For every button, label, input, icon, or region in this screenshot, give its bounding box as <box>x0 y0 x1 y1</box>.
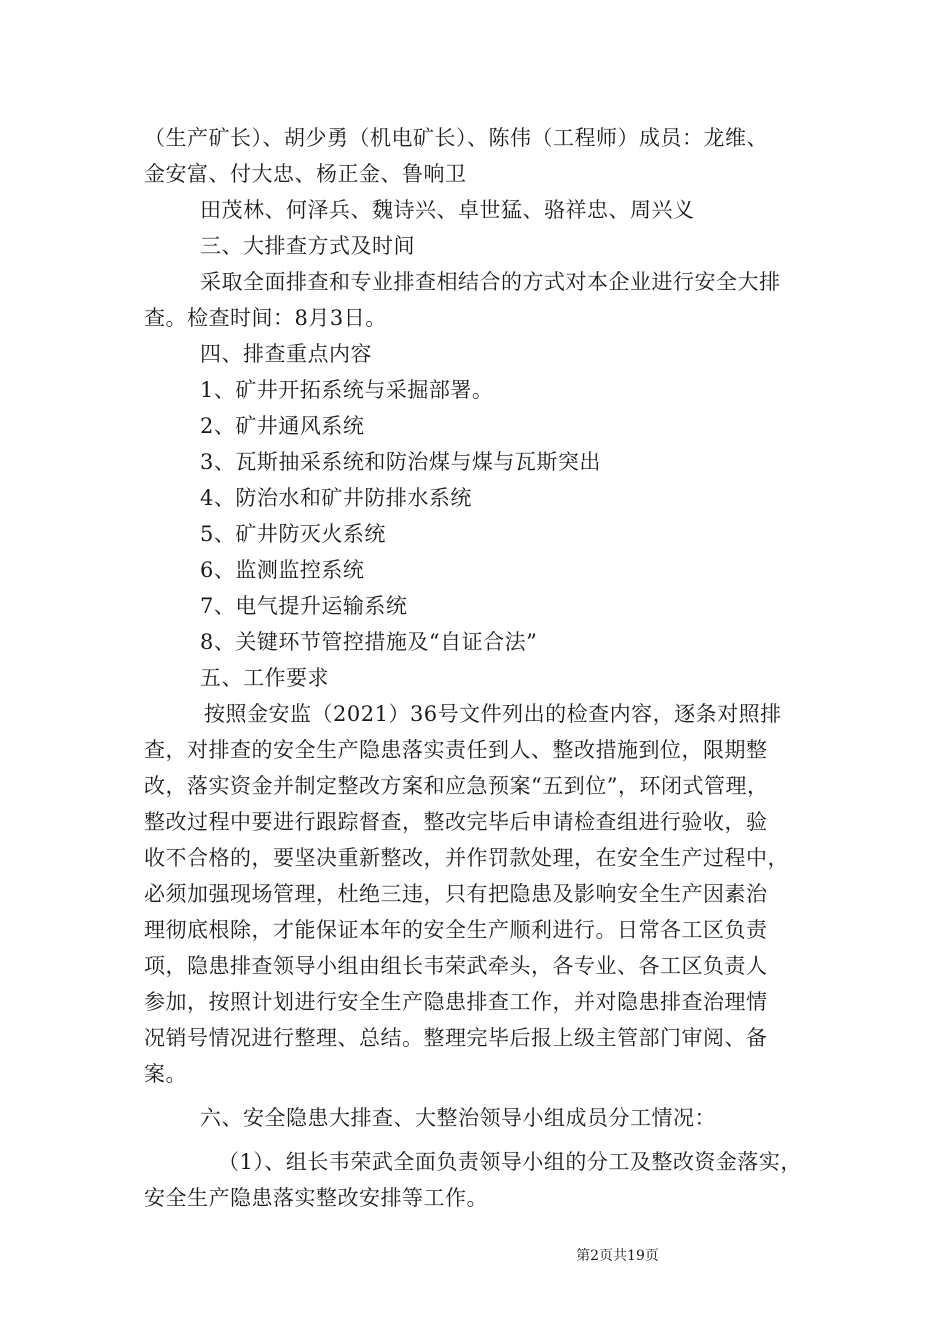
section-heading: 六、安全隐患大排查、大整治领导小组成员分工情况： <box>200 1106 716 1130</box>
text-line: 查，对排查的安全生产隐患落实责任到人、整改措施到位，限期整 <box>144 738 768 762</box>
text-line: 整改过程中要进行跟踪督查，整改完毕后申请检查组进行验收，验 <box>144 810 768 834</box>
text-line: 案。 <box>144 1062 187 1086</box>
text-line: 金安富、付大忠、杨正金、鲁响卫 <box>144 162 467 186</box>
section-heading: 三、大排查方式及时间 <box>200 234 415 258</box>
text-line: 采取全面排查和专业排查相结合的方式对本企业进行安全大排 <box>200 270 781 294</box>
list-item: 2、矿井通风系统 <box>200 414 365 438</box>
text-line: 理彻底根除，才能保证本年的安全生产顺利进行。日常各工区负责 <box>144 918 768 942</box>
text-line: 按照金安监（2021）36号文件列出的检查内容，逐条对照排 <box>204 702 782 726</box>
list-item: 4、防治水和矿井防排水系统 <box>200 486 472 510</box>
text-line: 田茂林、何泽兵、魏诗兴、卓世猛、骆祥忠、周兴义 <box>200 198 695 222</box>
list-item: 8、关键环节管控措施及“自证合法” <box>200 630 538 654</box>
text-line: 查。检查时间：8月3日。 <box>144 306 387 330</box>
list-item: 6、监测监控系统 <box>200 558 365 582</box>
page-number: 第2页共19页 <box>576 1248 659 1264</box>
text-line: 改，落实资金并制定整改方案和应急预案“五到位”，环闭式管理， <box>144 774 769 798</box>
text-line: 安全生产隐患落实整改安排等工作。 <box>144 1186 488 1210</box>
text-line: 必须加强现场管理，杜绝三违，只有把隐患及影响安全生产因素治 <box>144 882 768 906</box>
text-line: 收不合格的，要坚决重新整改，并作罚款处理，在安全生产过程中， <box>144 846 789 870</box>
list-item: 1、矿井开拓系统与采掘部署。 <box>200 378 494 402</box>
text-line: （生产矿长）、胡少勇（机电矿长）、陈伟（工程师）成员：龙维、 <box>144 126 768 150</box>
list-item: 5、矿井防灭火系统 <box>200 522 386 546</box>
text-line: 参加，按照计划进行安全生产隐患排查工作，并对隐患排查治理情 <box>144 990 768 1014</box>
text-line: 项，隐患排查领导小组由组长韦荣武牵头，各专业、各工区负责人 <box>144 954 768 978</box>
document-body <box>144 120 832 1216</box>
text-line: 况销号情况进行整理、总结。整理完毕后报上级主管部门审阅、备 <box>144 1026 768 1050</box>
section-heading: 四、排查重点内容 <box>200 342 372 366</box>
section-heading: 五、工作要求 <box>200 666 329 690</box>
list-item: 7、电气提升运输系统 <box>200 594 408 618</box>
text-line: （1）、组长韦荣武全面负责领导小组的分工及整改资金落实， <box>218 1150 802 1174</box>
list-item: 3、瓦斯抽采系统和防治煤与煤与瓦斯突出 <box>200 450 601 474</box>
